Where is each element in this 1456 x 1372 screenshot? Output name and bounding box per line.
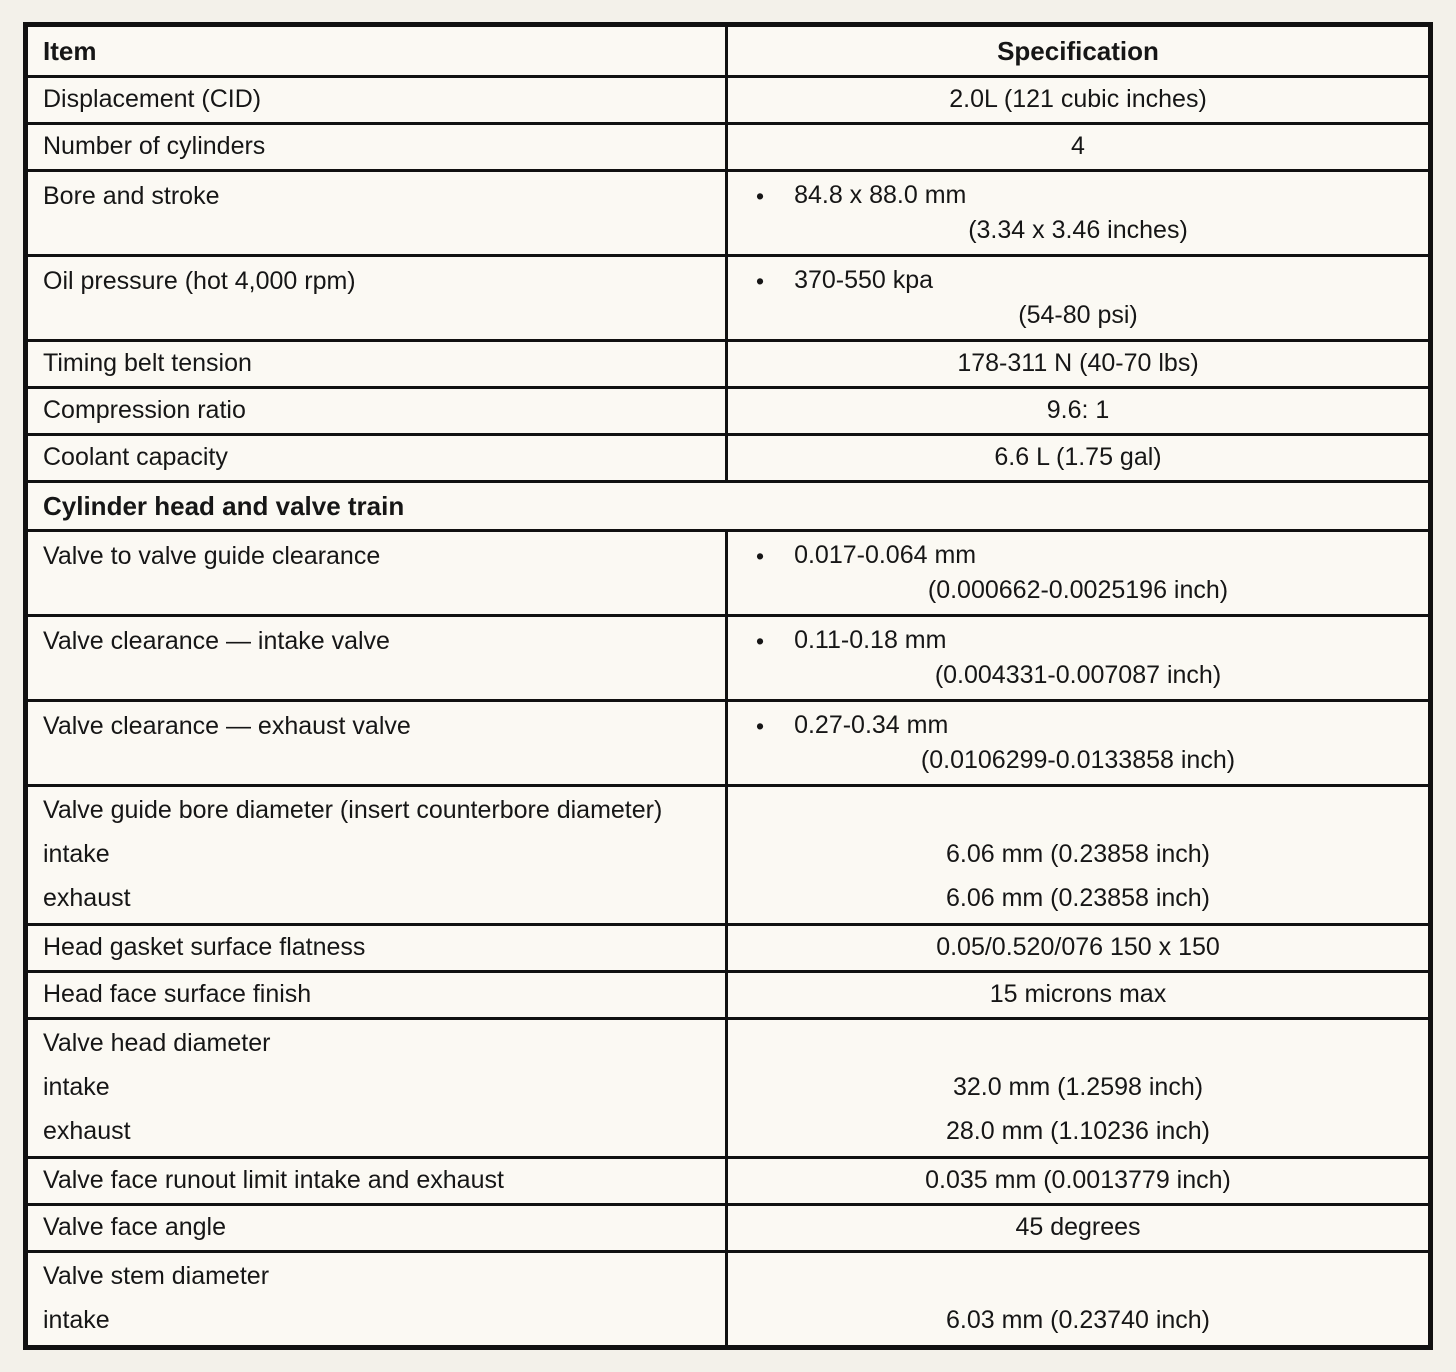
sub-spec-value: 6.06 mm (0.23858 inch) <box>945 840 1211 869</box>
bullet-icon: • <box>756 712 765 739</box>
sub-spec-value: 6.03 mm (0.23740 inch) <box>945 1306 1211 1335</box>
item-column-header: Item <box>28 27 728 75</box>
row-valve-guide-bore-diameter <box>28 784 1428 923</box>
sub-item-label: intake <box>43 840 110 869</box>
sub-spec-value: 28.0 mm (1.10236 inch) <box>945 1117 1211 1146</box>
sub-spec-value: 6.06 mm (0.23858 inch) <box>945 884 1211 913</box>
sub-item-label: exhaust <box>43 1117 131 1146</box>
item-label: Head face surface finish <box>28 973 728 1017</box>
spec-value-line1: 84.8 x 88.0 mm <box>794 181 967 210</box>
spec-value: 0.035 mm (0.0013779 inch) <box>925 1166 1231 1195</box>
row-valve-clearance-intake <box>28 614 1428 699</box>
item-label: Head gasket surface flatness <box>28 926 728 970</box>
row-valve-face-angle <box>28 1203 1428 1250</box>
item-label: Valve clearance — intake valve <box>28 617 728 699</box>
sub-item-label: intake <box>43 1073 110 1102</box>
spec-value-line1: 0.11-0.18 mm <box>794 626 947 655</box>
item-label: Valve face runout limit intake and exhaust <box>28 1159 728 1203</box>
item-label: Bore and stroke <box>28 172 728 254</box>
spec-value-line2: (0.004331-0.007087 inch) <box>934 661 1222 690</box>
group-spec-spacer <box>740 1255 1416 1299</box>
row-valve-clearance-exhaust <box>28 699 1428 784</box>
bullet-icon: • <box>756 542 765 569</box>
item-label: Timing belt tension <box>28 342 728 386</box>
row-valve-guide-clearance <box>28 529 1428 614</box>
engine-spec-table <box>23 22 1433 1350</box>
spec-value: 2.0L (121 cubic inches) <box>949 85 1207 114</box>
row-cylinders <box>28 122 1428 169</box>
spec-value-line2: (3.34 x 3.46 inches) <box>968 216 1188 245</box>
spec-value: 4 <box>1071 132 1085 161</box>
spec-value: 45 degrees <box>1015 1213 1141 1242</box>
spec-value: 0.05/0.520/076 150 x 150 <box>936 933 1220 962</box>
bullet-icon: • <box>756 182 765 209</box>
item-label: Oil pressure (hot 4,000 rpm) <box>28 257 728 339</box>
spec-value: 15 microns max <box>989 980 1167 1009</box>
item-label: Compression ratio <box>28 389 728 433</box>
row-head-face-finish <box>28 970 1428 1017</box>
spec-column-header: Specification <box>997 35 1159 66</box>
spec-value-line1: 370-550 kpa <box>794 266 934 295</box>
item-label: Displacement (CID) <box>28 78 728 122</box>
row-displacement <box>28 75 1428 122</box>
row-timing-belt-tension <box>28 339 1428 386</box>
section-cylinder-head <box>28 480 1428 529</box>
table-header-row <box>28 27 1428 75</box>
spec-value: 6.6 L (1.75 gal) <box>994 443 1162 472</box>
item-label: Valve to valve guide clearance <box>28 532 728 614</box>
row-bore-stroke <box>28 169 1428 254</box>
spec-value-line2: (0.0106299-0.0133858 inch) <box>920 746 1236 775</box>
item-label: Coolant capacity <box>28 436 728 480</box>
spec-value-line2: (54-80 psi) <box>1018 301 1138 330</box>
bullet-icon: • <box>756 627 765 654</box>
item-label: Valve clearance — exhaust valve <box>28 702 728 784</box>
group-spec-spacer <box>740 1022 1416 1066</box>
sub-item-label: intake <box>43 1306 110 1335</box>
row-compression-ratio <box>28 386 1428 433</box>
row-coolant-capacity <box>28 433 1428 480</box>
spec-value: 178-311 N (40-70 lbs) <box>957 349 1199 378</box>
spec-value-line1: 0.27-0.34 mm <box>794 711 949 740</box>
row-valve-stem-diameter <box>28 1250 1428 1345</box>
row-oil-pressure <box>28 254 1428 339</box>
row-valve-face-runout <box>28 1156 1428 1203</box>
spec-value-line1: 0.017-0.064 mm <box>794 541 977 570</box>
item-label: Number of cylinders <box>28 125 728 169</box>
spec-value: 9.6: 1 <box>1046 396 1110 425</box>
group-title: Valve stem diameter <box>43 1262 270 1291</box>
section-title: Cylinder head and valve train <box>43 490 405 521</box>
item-label: Valve face angle <box>28 1206 728 1250</box>
row-head-gasket-flatness <box>28 923 1428 970</box>
group-title: Valve guide bore diameter (insert counterbore diameter) <box>43 796 663 825</box>
group-spec-spacer <box>740 789 1416 833</box>
row-valve-head-diameter <box>28 1017 1428 1156</box>
spec-value-line2: (0.000662-0.0025196 inch) <box>927 576 1229 605</box>
group-title: Valve head diameter <box>43 1029 271 1058</box>
sub-spec-value: 32.0 mm (1.2598 inch) <box>952 1073 1204 1102</box>
sub-item-label: exhaust <box>43 884 131 913</box>
bullet-icon: • <box>756 267 765 294</box>
